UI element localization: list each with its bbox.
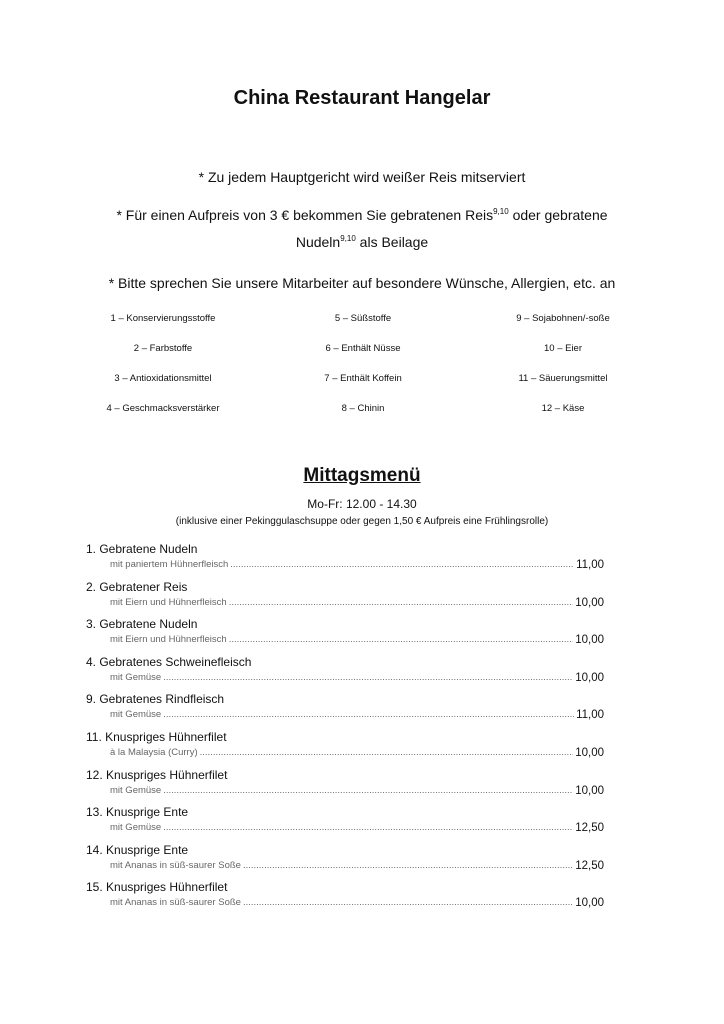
menu-item bbox=[86, 842, 604, 880]
item-description: mit Gemüse bbox=[110, 709, 162, 721]
section-hours: Mo-Fr: 12.00 - 14.30 bbox=[307, 497, 417, 511]
allergen-item: 1 – Konservierungsstoffe bbox=[110, 313, 216, 324]
allergen-item: 10 – Eier bbox=[543, 343, 583, 354]
item-price: 12,50 bbox=[575, 859, 604, 872]
item-name: 1. Gebratene Nudeln bbox=[86, 542, 198, 556]
item-price: 10,00 bbox=[575, 784, 604, 797]
note-text: als Beilage bbox=[355, 234, 429, 250]
item-description: mit Gemüse bbox=[110, 822, 162, 834]
menu-item bbox=[86, 767, 604, 805]
item-price: 11,00 bbox=[576, 709, 604, 722]
item-name: 2. Gebratener Reis bbox=[86, 579, 188, 594]
item-description: mit Gemüse bbox=[110, 784, 162, 796]
item-detail bbox=[86, 821, 604, 835]
allergen-item: 11 – Säuerungsmittel bbox=[518, 373, 608, 384]
item-description: mit Gemüse bbox=[110, 671, 162, 683]
section-title: Mittagsmenü bbox=[303, 465, 421, 486]
item-price: 10,00 bbox=[575, 596, 604, 609]
allergen-item: 7 – Enthält Koffein bbox=[324, 373, 402, 384]
menu-item bbox=[86, 879, 604, 917]
menu-item bbox=[86, 654, 604, 692]
menu-item bbox=[86, 729, 604, 767]
item-price: 10,00 bbox=[575, 671, 604, 684]
item-name: 3. Gebratene Nudeln bbox=[86, 617, 198, 632]
item-price: 10,00 bbox=[575, 634, 604, 647]
item-detail bbox=[86, 558, 604, 572]
allergen-item: 4 – Geschmacksverstärker bbox=[106, 403, 220, 414]
item-price: 11,00 bbox=[576, 559, 604, 571]
note-surcharge bbox=[0, 207, 724, 223]
item-price: 12,50 bbox=[575, 822, 604, 835]
item-detail bbox=[86, 746, 604, 760]
allergen-item: 9 – Sojabohnen/-soße bbox=[516, 313, 610, 324]
allergen-item: 2 – Farbstoffe bbox=[133, 343, 193, 354]
menu-item bbox=[86, 691, 604, 729]
note-text: * Für einen Aufpreis von 3 € bekommen Sie gebratenen Reis bbox=[116, 207, 494, 223]
item-description: mit Eiern und Hühnerfleisch bbox=[110, 634, 227, 646]
allergen-item: 8 – Chinin bbox=[341, 403, 385, 414]
page-title: China Restaurant Hangelar bbox=[233, 87, 491, 109]
dot-leader bbox=[163, 784, 573, 798]
dot-leader bbox=[200, 746, 574, 760]
menu-item bbox=[86, 804, 604, 842]
item-detail bbox=[86, 633, 604, 647]
item-name: 9. Gebratenes Rindfleisch bbox=[86, 692, 225, 707]
item-description: mit paniertem Hühnerfleisch bbox=[110, 559, 229, 570]
dot-leader bbox=[229, 596, 574, 610]
allergen-ref: 9,10 bbox=[340, 234, 356, 243]
dot-leader bbox=[163, 708, 574, 722]
item-description: mit Ananas in süß-saurer Soße bbox=[110, 897, 241, 909]
note-text: Nudeln bbox=[295, 234, 341, 250]
item-detail bbox=[86, 896, 604, 910]
dot-leader bbox=[229, 633, 574, 647]
menu-item bbox=[86, 541, 604, 579]
item-detail bbox=[86, 784, 604, 798]
note-surcharge-cont bbox=[0, 234, 724, 250]
item-name: 12. Knuspriges Hühnerfilet bbox=[86, 767, 228, 782]
menu-items bbox=[86, 541, 604, 917]
section-included: (inklusive einer Pekinggulaschsuppe oder gegen 1,50 € Aufpreis eine Frühlingsrolle) bbox=[175, 516, 549, 527]
item-price: 10,00 bbox=[575, 897, 604, 910]
item-detail bbox=[86, 859, 604, 873]
item-name: 15. Knuspriges Hühnerfilet bbox=[86, 880, 228, 895]
item-name: 14. Knusprige Ente bbox=[86, 842, 189, 857]
allergen-ref: 9,10 bbox=[493, 207, 509, 216]
item-detail bbox=[86, 671, 604, 685]
item-detail bbox=[86, 708, 604, 722]
item-name: 4. Gebratenes Schweinefleisch bbox=[86, 654, 252, 669]
item-description: mit Eiern und Hühnerfleisch bbox=[110, 596, 227, 608]
allergen-legend bbox=[63, 312, 663, 416]
menu-item bbox=[86, 616, 604, 654]
dot-leader bbox=[163, 821, 573, 835]
note-rice: * Zu jedem Hauptgericht wird weißer Reis mitserviert bbox=[198, 169, 526, 185]
menu-item bbox=[86, 579, 604, 617]
dot-leader bbox=[230, 558, 574, 572]
item-price: 10,00 bbox=[575, 746, 604, 759]
item-description: à la Malaysia (Curry) bbox=[110, 746, 198, 758]
note-text: oder gebratene bbox=[508, 207, 608, 223]
item-name: 11. Knuspriges Hühnerfilet bbox=[86, 729, 227, 744]
dot-leader bbox=[163, 671, 573, 685]
allergen-item: 12 – Käse bbox=[541, 403, 585, 414]
allergen-item: 6 – Enthält Nüsse bbox=[325, 343, 401, 354]
item-name: 13. Knusprige Ente bbox=[86, 805, 189, 820]
item-detail bbox=[86, 596, 604, 610]
dot-leader bbox=[243, 896, 573, 910]
allergen-item: 3 – Antioxidationsmittel bbox=[114, 373, 212, 384]
dot-leader bbox=[243, 859, 573, 873]
item-description: mit Ananas in süß-saurer Soße bbox=[110, 859, 241, 871]
note-staff: * Bitte sprechen Sie unsere Mitarbeiter auf besondere Wünsche, Allergien, etc. an bbox=[108, 275, 616, 291]
allergen-item: 5 – Süßstoffe bbox=[334, 313, 392, 324]
